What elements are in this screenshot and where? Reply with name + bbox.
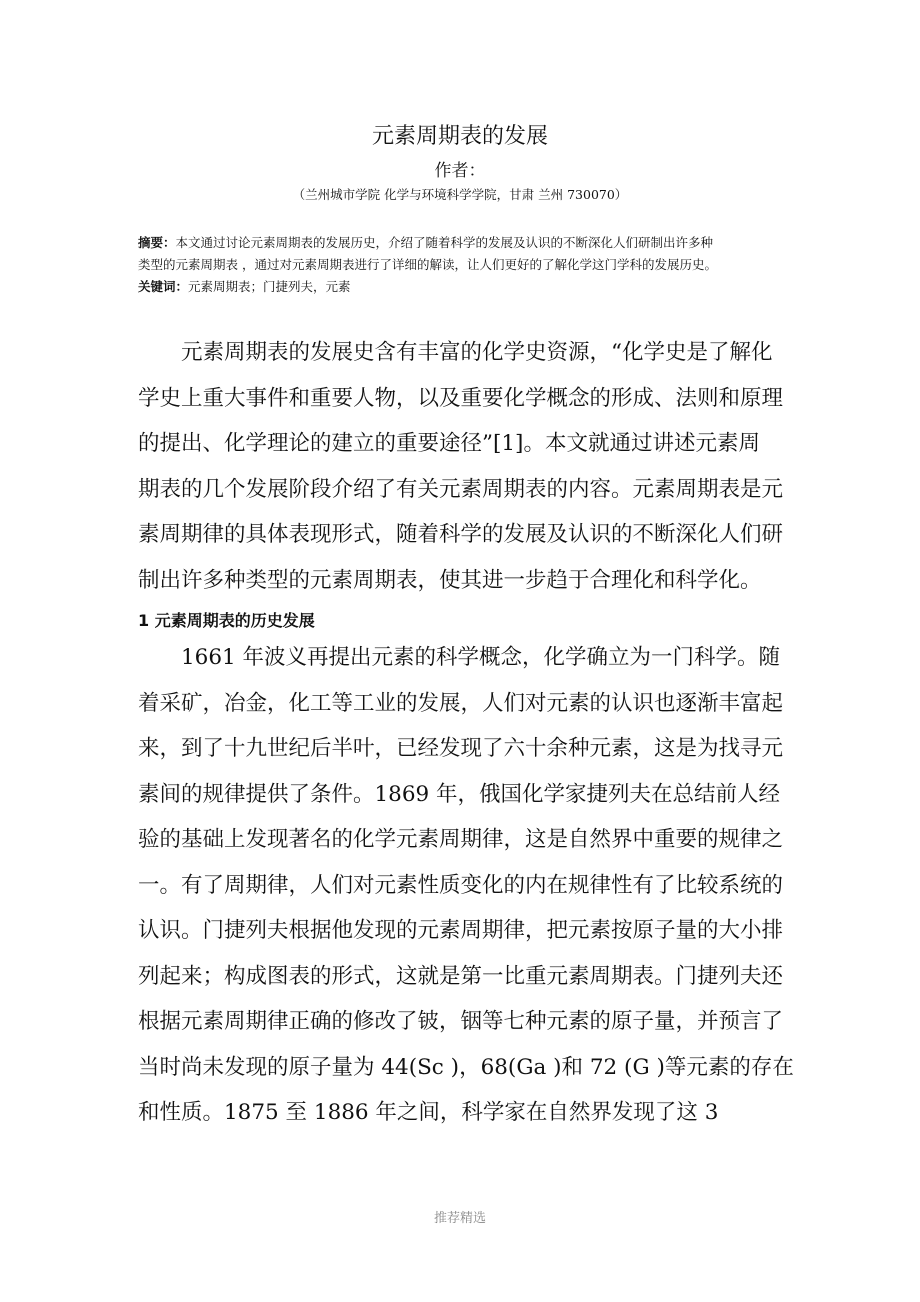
abstract-line-2: 类型的元素周期表 ，通过对元素周期表进行了详细的解读，让人们更好的了解化学这门学科的发展历史。 (138, 257, 717, 272)
abstract-text-1: 本文通过讨论元素周期表的发展历史，介绍了随着科学的发展及认识的不断深化人们研制出许多种 (175, 235, 714, 250)
keywords-text: 元素周期表；门捷列夫，元素 (188, 279, 351, 294)
abstract-block (138, 232, 788, 298)
body-text (138, 330, 794, 1136)
text-line: 的提出、化学理论的建立的重要途径”[1]。本文就通过讲述元素周 (138, 431, 760, 456)
text-line: 一。有了周期律，人们对元素性质变化的内在规律性有了比较系统的 (138, 872, 784, 898)
text-line: 验的基础上发现著名的化学元素周期律，这是自然界中重要的规律之 (138, 827, 784, 852)
text-line: 素间的规律提供了条件。1869 年，俄国化学家捷列夫在总结前人经 (138, 781, 781, 807)
keywords-label: 关键词： (138, 279, 189, 294)
section-1-paragraph (138, 635, 794, 1136)
text-line: 根据元素周期律正确的修改了铍，铟等七种元素的原子量，并预言了 (138, 1009, 784, 1034)
page-footer: 推荐精选 (433, 1211, 486, 1226)
keywords-line (138, 276, 788, 298)
intro-paragraph (138, 330, 790, 603)
text-line: 素周期律的具体表现形式，随着科学的发展及认识的不断深化人们研 (138, 522, 784, 547)
author-line: 作者： (434, 161, 486, 181)
affiliation: （兰州城市学院 化学与环境科学学院，甘肃 兰州 730070） (292, 187, 628, 202)
section-heading: 1 元素周期表的历史发展 (138, 611, 315, 630)
abstract-label: 摘要： (138, 235, 176, 250)
text-line: 着采矿，冶金，化工等工业的发展，人们对元素的认识也逐渐丰富起 (138, 690, 784, 716)
text-line: 列起来；构成图表的形式，这就是第一比重元素周期表。门捷列夫还 (138, 963, 784, 989)
text-line: 期表的几个发展阶段介绍了有关元素周期表的内容。元素周期表是元 (138, 476, 784, 502)
text-line: 制出许多种类型的元素周期表，使其进一步趋于合理化和科学化。 (138, 567, 762, 593)
text-line: 认识。门捷列夫根据他发现的元素周期律，把元素按原子量的大小排 (138, 918, 784, 943)
text-line: 学史上重大事件和重要人物，以及重要化学概念的形成、法则和原理 (138, 385, 784, 411)
abstract-line-1 (138, 232, 788, 254)
text-line: 1661 年波义再提出元素的科学概念，化学确立为一门科学。随 (181, 645, 781, 670)
text-line: 元素周期表的发展史含有丰富的化学史资源，“化学史是了解化 (181, 340, 773, 365)
text-line: 当时尚未发现的原子量为 44(Sc )，68(Ga )和 72 (G )等元素的存在 (138, 1054, 794, 1080)
text-line: 和性质。1875 至 1886 年之间，科学家在自然界发现了这 3 (138, 1100, 719, 1125)
text-line: 来，到了十九世纪后半叶，已经发现了六十余种元素，这是为找寻元 (138, 736, 784, 761)
document-title: 元素周期表的发展 (371, 124, 548, 149)
